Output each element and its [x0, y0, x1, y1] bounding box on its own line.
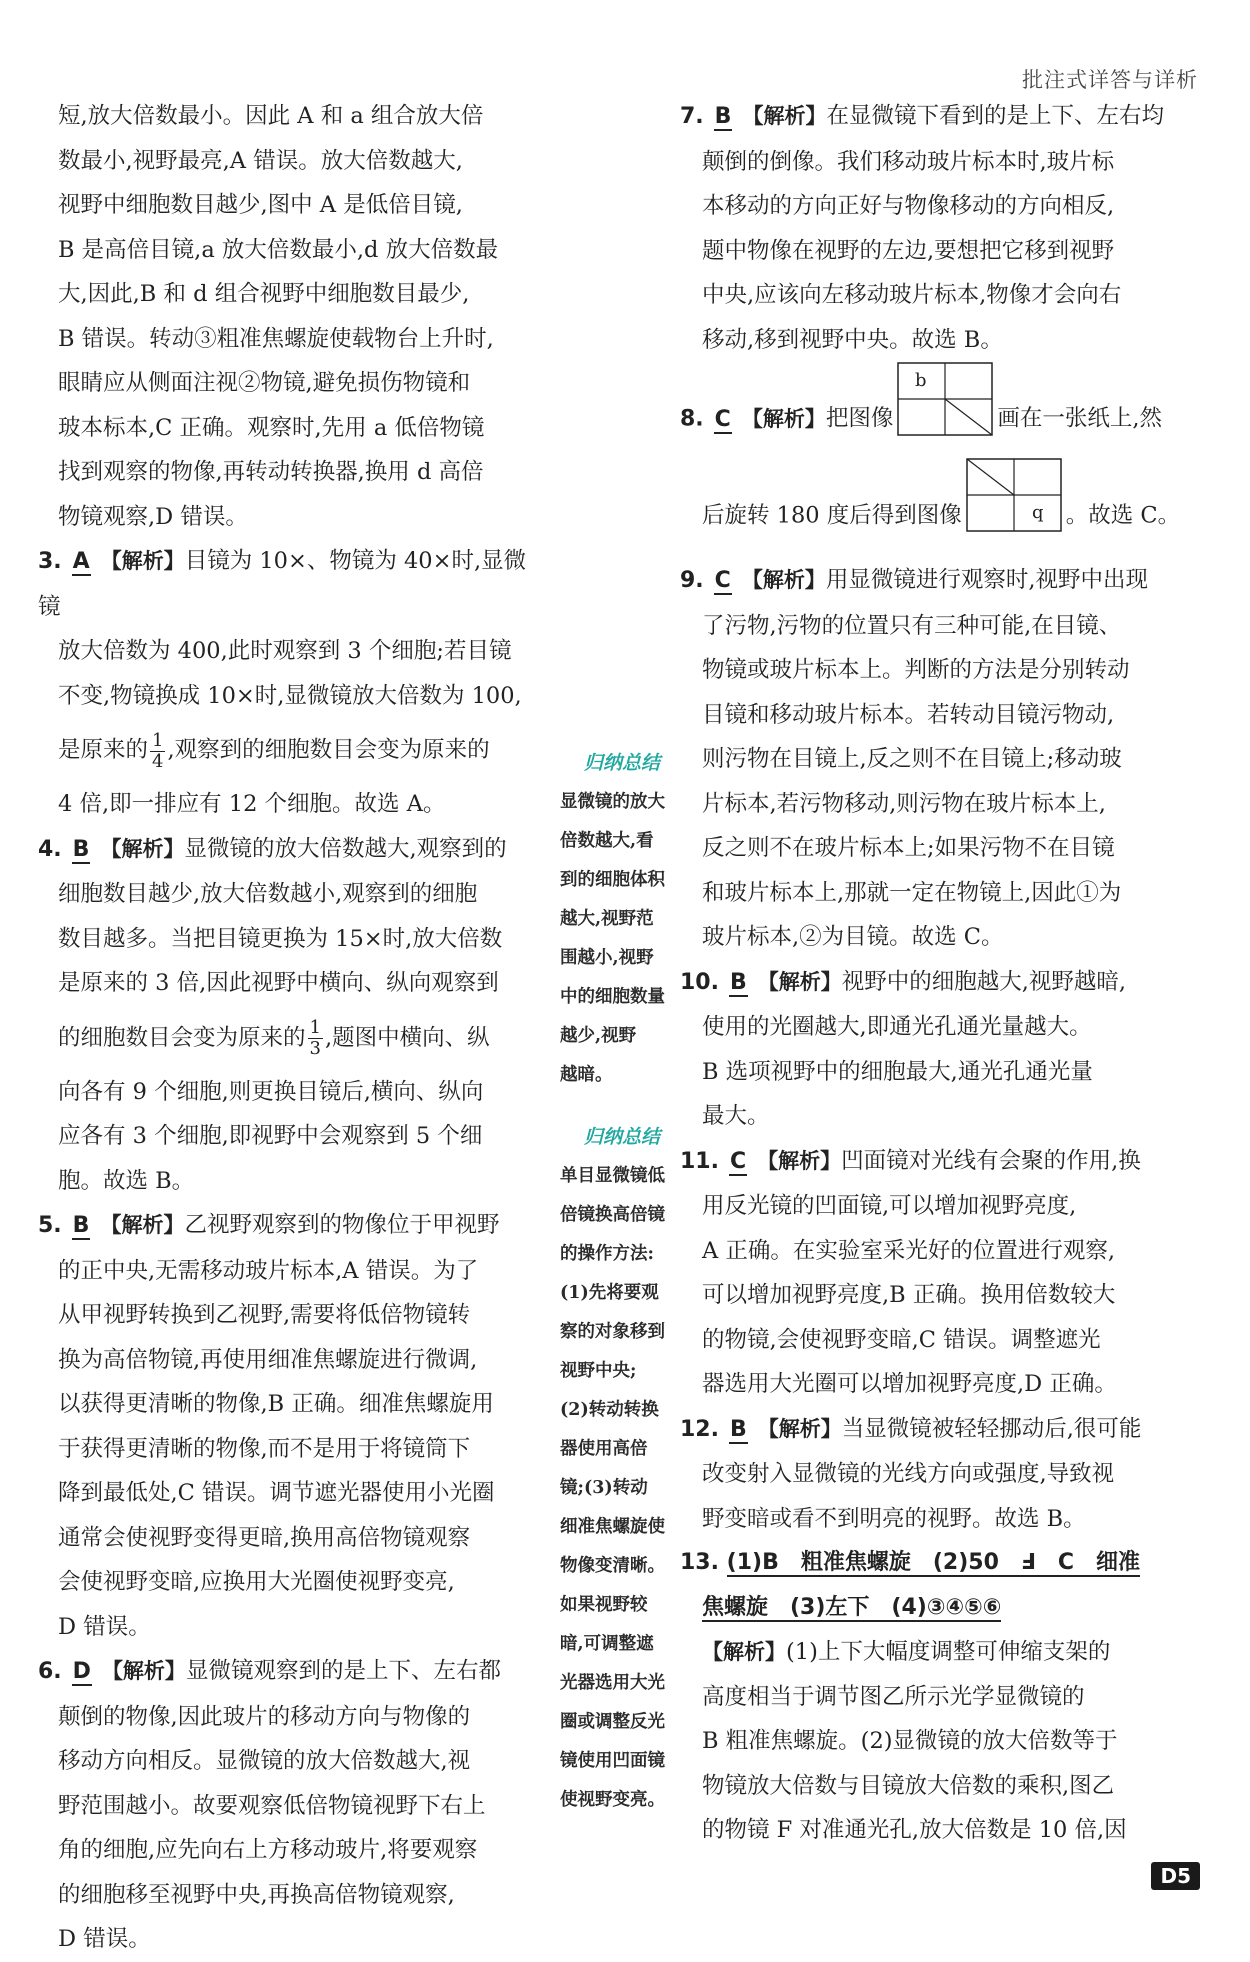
answer-line: 焦螺旋 (3)左下 (4)③④⑤⑥ — [702, 1594, 1002, 1620]
answer-letter: B — [714, 104, 732, 129]
note-title: 归纳总结 — [584, 1126, 661, 1148]
question-5: 5. B 【解析】乙视野观察到的物像位于甲视野 的正中央,无需移动玻片标本,A 错误。为了 从甲视野转换到乙视野,需要将低倍物镜转 换为高倍物镜,再使用细准焦螺旋进行微调, 以获得更清晰的物像,B 正确。细准焦螺旋用 于获得更清晰的物像,而不是用于将镜筒下 降到最低处,C 错误。调节遮光器使用小光圈 通常会使视野变得更暗,换用高倍物镜观察 会使视野变暗,应换用大光圈使视野变亮, D 错误。 — [38, 1212, 500, 1640]
answer-letter: A — [72, 549, 90, 574]
question-3: 3. A 【解析】目镜为 10×、物镜为 40×时,显微镜 放大倍数为 400,此时观察到 3 个细胞;若目镜 不变,物镜换成 10×时,显微镜放大倍数为 100, 是原来的 $\frac{1}{4}$ ,观察到的细胞数目会变为原来的 4 倍,即一排应有 12 个细胞。故选 A。 — [38, 548, 527, 817]
question-6: 6. D 【解析】显微镜观察到的是上下、左右都 颠倒的物像,因此玻片的移动方向与物像的 移动方向相反。显微镜的放大倍数越大,视 野范围越小。故要观察低倍物镜视野下右上 角的细胞,应先向右上方移动玻片,将要观察 的细胞移至视野中央,再换高倍物镜观察, D 错误。 — [38, 1658, 501, 1952]
fraction: $\frac{1}{3}$ — [309, 1017, 321, 1059]
question-9: 9. C 【解析】用显微镜进行观察时,视野中出现 了污物,污物的位置只有三种可能,在目镜、 物镜或玻片标本上。判断的方法是分别转动 目镜和移动玻片标本。若转动目镜污物动, 则污物在目镜上,反之则不在目镜上;移动玻 片标本,若污物移动,则污物在玻片标本上, 反之则不在玻片标本上;如果污物不在目镜 和玻片标本上,那就一定在物镜上,因此①为 玻片标本,②为目镜。故选 C。 — [680, 567, 1148, 950]
page-number: D5 — [1151, 1862, 1200, 1890]
question-12: 12. B 【解析】当显微镜被轻轻挪动后,很可能 改变射入显微镜的光线方向或强度,导致视 野变暗或看不到明亮的视野。故选 B。 — [680, 1415, 1142, 1532]
answer-letter: B — [729, 969, 747, 995]
answer-letter: B — [72, 836, 90, 862]
continued-text: 短,放大倍数最小。因此 A 和 a 组合放大倍 数最小,视野最亮,A 错误。放大倍数越大, 视野中细胞数目越少,图中 A 是低倍目镜, B 是高倍目镜,a 放大倍数最小,d 放大倍数最 大,因此,B 和 d 组合视野中细胞数目最少, B 错误。转动③粗准焦螺旋使载物台上升时, 眼睛应从侧面注视②物镜,避免损伤物镜和 玻本标本,C 正确。观察时,先用 a 低倍物镜 找到观察的物像,再转动转换器,换用 d 高倍 物镜观察,D 错误。 — [58, 103, 499, 530]
answer-letter: B — [72, 1213, 90, 1238]
answer-letter: C — [714, 406, 731, 432]
summary-note-1: 归纳总结 显微镜的放大 倍数越大,看 到的细胞体积 越大,视野范 围越小,视野 中的细胞数量 越少,视野 越暗。 — [560, 744, 692, 1095]
answer-letter: C — [714, 568, 731, 593]
answer-letter: C — [729, 1148, 747, 1174]
page-header: 批注式详答与详析 — [1022, 68, 1198, 92]
summary-note-2: 归纳总结 单目显微镜低 倍镜换高倍镜 的操作方法: (1)先将要观 察的对象移到 视野中央; (2)转动转换 器使用高倍 镜;(3)转动 细准焦螺旋使 物像变清晰。 如果视野较 暗,可调整遮 光器选用大光 圈或调整反光 镜使用凹面镜 使视野变亮。 — [560, 1118, 692, 1820]
note-title: 归纳总结 — [584, 752, 661, 774]
right-column — [680, 94, 1202, 1853]
svg-text:b: b — [915, 370, 927, 391]
question-11: 11. C 【解析】凹面镜对光线有会聚的作用,换 用反光镜的凹面镜,可以增加视野亮度, A 正确。在实验室采光好的位置进行观察, 可以增加视野亮度,B 正确。换用倍数较大 的物镜,会使视野变暗,C 错误。调整遮光 器选用大光圈可以增加视野亮度,D 正确。 — [680, 1147, 1141, 1397]
answer-letter: D — [72, 1659, 91, 1684]
svg-text:q: q — [1031, 502, 1044, 523]
fraction: $\frac{1}{4}$ — [152, 729, 164, 772]
question-7: 7. B 【解析】在显微镜下看到的是上下、左右均 颠倒的倒像。我们移动玻片标本时,玻片标 本移动的方向正好与物像移动的方向相反, 题中物像在视野的左边,要想把它移到视野 中央,应该向左移动玻片标本,物像才会向右 移动,移到视野中央。故选 B。 — [680, 103, 1164, 353]
left-column — [38, 94, 536, 1962]
question-13: 13. (1)B 粗准焦螺旋 (2)50 Ⅎ C 细准 焦螺旋 (3)左下 (4)③④⑤⑥ 【解析】(1)上下大幅度调整可伸缩支架的 高度相当于调节图乙所示光学显微镜的 B 粗准焦螺旋。(2)显微镜的放大倍数等于 物镜放大倍数与目镜放大倍数的乘积,图乙 的物镜 F 对准通光孔,放大倍数是 10 倍,因 — [680, 1550, 1141, 1843]
answer-line: (1)B 粗准焦螺旋 (2)50 Ⅎ C 细准 — [726, 1550, 1141, 1575]
answer-letter: B — [729, 1416, 747, 1442]
question-8: 8. C 【解析】把图像 b 画在一张纸上,然 后旋转 180 度后得到图像 q 。故选 C。 — [702, 362, 1202, 558]
question-10: 10. B 【解析】视野中的细胞越大,视野越暗, 使用的光圈越大,即通光孔通光量越大。 B 选项视野中的细胞最大,通光孔通光量 最大。 — [680, 968, 1127, 1129]
question-4: 4. B 【解析】显微镜的放大倍数越大,观察到的 细胞数目越少,放大倍数越小,观察到的细胞 数目越多。当把目镜更换为 15×时,放大倍数 是原来的 3 倍,因此视野中横向、纵向观察到 的细胞数目会变为原来的 $\frac{1}{3}$ ,题图中横向、纵 向各有 9 个细胞,则更换目镜后,横向、纵向 应各有 3 个细胞,即视野中会观察到 5 个细 胞。故选 B。 — [38, 835, 507, 1194]
